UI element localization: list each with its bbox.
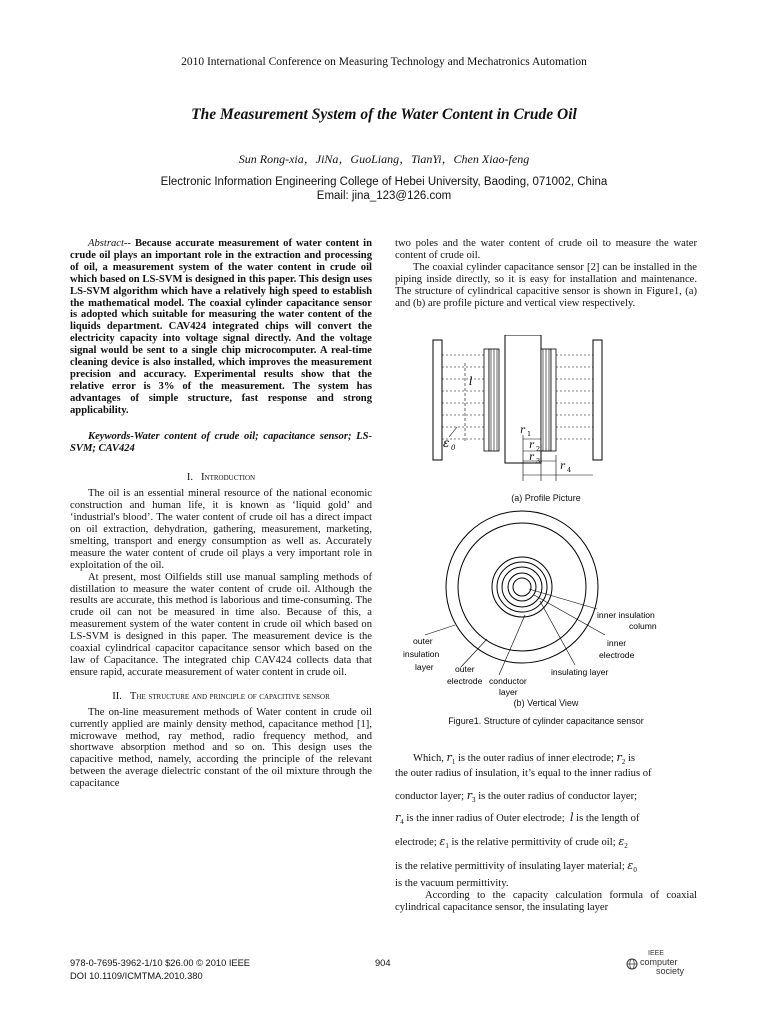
which-text: is the inner radius of Outer electrode; [406, 813, 565, 824]
r2-sub: 2 [536, 445, 541, 453]
conductor-ring [492, 557, 552, 617]
symbol-line-7: is the vacuum permittivity. [395, 878, 509, 889]
epsilon0-sub: 0 [451, 444, 456, 452]
which-text: electrode; [395, 837, 437, 848]
authors: Sun Rong-xia，JiNa，GuoLiang，TianYi，Chen Xiao-feng [238, 152, 530, 166]
symbol-r3: r [466, 789, 473, 802]
symbol-line-3 [395, 790, 697, 807]
section-number: I. [186, 472, 194, 484]
ieee-computer-society-logo [626, 950, 696, 978]
leader-insulating-layer [540, 601, 575, 665]
abstract-label: Abstract-- [88, 238, 131, 249]
symbol-r4-sub: 4 [400, 818, 404, 827]
figure-caption: Figure1. Structure of cylinder capacitance sensor [448, 716, 644, 726]
r3-sub: 3 [536, 457, 541, 465]
abstract-text: Because accurate measurement of water content in crude oil plays an important role in the extraction and processing of oil, a measurement system of the water content in crude oil which based on LS-SVM is designed in this paper. This design uses LS-SVM algorithm which have a relatively high speed to establish the mathematical model. The coaxial cylinder capacitance sensor is adopted which suitable for measuring the water content of the liquids department. CAV424 integrated chips will convert the electricity capacity into voltage signal directly. And the voltage signal would be sent to a single chip microcomputer. A real-time cleaning device is also installed, which improves the measurement precision and accuracy. Experimental results show that the relative error is 3% of the measurement. The system has advantages of simple structure, fast response and strong applicability. [70, 238, 372, 416]
symbol-r2: r [616, 751, 622, 764]
page-number: 904 [375, 958, 391, 968]
section-heading-introduction [70, 472, 372, 484]
keywords: Keywords-Water content of crude oil; capacitance sensor; LS-SVM; CAV424 [70, 430, 372, 454]
which-text: Which, [413, 753, 444, 764]
symbol-r4: r [395, 811, 401, 824]
footer-doi: DOI 10.1109/ICMTMA.2010.380 [70, 971, 203, 981]
section-number: II. [112, 690, 122, 702]
outer-electrode-ring [458, 523, 586, 651]
label-outer-electrode-2: electrode [447, 676, 483, 686]
conductor-left [484, 349, 489, 451]
which-text: is [627, 753, 636, 764]
symbol-epsilon0: ε [627, 859, 634, 872]
symbol-r2-sub: 2 [621, 758, 626, 767]
profile-caption: (a) Profile Picture [511, 493, 581, 503]
which-text: is the relative permittivity of crude oil; [451, 837, 616, 848]
which-text: is the outer radius of inner electrode; [457, 753, 614, 764]
conference-name: 2010 International Conference on Measuring Technology and Mechatronics Automation [181, 56, 587, 68]
label-outer-insulation-3: layer [415, 662, 434, 672]
label-inner-electrode-2: electrode [599, 650, 635, 660]
insulating-ring-outer [497, 562, 547, 612]
leader-inner-insulation [529, 589, 597, 609]
epsilon0-label: ε [443, 436, 450, 450]
symbol-line-5 [395, 836, 697, 853]
symbol-l: l [569, 811, 574, 824]
affiliation: Electronic Information Engineering College of Hebei University, Baoding, 071002, China [160, 176, 608, 188]
r4-sub: 4 [567, 466, 572, 474]
label-inner-insulation-2: column [629, 621, 657, 631]
paper-title: The Measurement System of the Water Content in Crude Oil [191, 106, 577, 123]
conductor-right [551, 349, 556, 451]
which-text: conductor layer; [395, 791, 465, 802]
intro-paragraph-1: The oil is an essential mineral resource of the national economic construction and human life, it is known as ‘liquid gold’ and ‘industrial's blood’. The water content of crude oil has a direct impact on oil extraction, dehydration, gathering, measurement, marketing, smelting, transport and energy consumption as well as. Accurately measure the water content of crude oil plays a very important role in exploitation of the oil. [70, 488, 372, 571]
r2-label: r [529, 440, 534, 451]
right-paragraph-1: two poles and the water content of crude oil to measure the water content of crude oil. [395, 238, 697, 261]
r1-sub: 1 [527, 430, 532, 438]
leader-lines [425, 589, 605, 675]
r1-label: r [520, 425, 525, 436]
intro-paragraph-2: At present, most Oilfields still use manual sampling methods of distillation to measure the water content of crude oil. Although the results are accurate, this method is laborious and time-consuming. The crude oil can not be measured in time also. Because of this, a measurement system of the water content in crude oil which based on LS-SVM is designed in this paper. The measurement device is the coaxial cylindrical capacitor capacitance sensor which based on the law of Capacitance. The integrated chip CAV424 collects data that ensure rapid, accurate measurement of water content in crude oil. [70, 571, 372, 678]
logo-text-computer: computer [640, 957, 678, 967]
symbol-r1: r [446, 751, 452, 764]
outer-insulation-ring [446, 511, 598, 663]
symbol-epsilon2-sub: 2 [624, 842, 628, 851]
leader-conductor-layer [499, 615, 525, 675]
label-inner-electrode-1: inner [607, 638, 627, 648]
label-outer-insulation-1: outer [413, 636, 433, 646]
symbol-line-2: the outer radius of insulation, it’s equal to the inner radius of [395, 768, 652, 779]
leader-outer-electrode [461, 639, 487, 667]
r3-label: r [529, 452, 534, 463]
which-text: is the relative permittivity of insulating layer material; [395, 861, 625, 872]
label-conductor-1: conductor [489, 676, 527, 686]
abstract [70, 238, 372, 417]
section2-paragraph-1: The on-line measurement methods of Water content in crude oil currently applied are mainly density method, capacitance method [1], microwave method, ray method, radio frequency method, and shortwave absorption method and so on. This design uses the capacitive method, namely, according the principle of the relevant between the average dielectric constant of the oil mixture through the capacitance [70, 706, 372, 790]
label-insulating-layer: insulating layer [551, 667, 609, 677]
label-inner-insulation-1: inner insulation [597, 610, 655, 620]
right-paragraph-last [395, 890, 697, 914]
outer-electrode-left [433, 340, 442, 460]
right-paragraph-2: The coaxial cylinder capacitance sensor [2] can be installed in the piping inside directly, so it is easy for installation and maintenance. The structure of cylindrical capacitive sensor is shown in Figure1, (a) and (b) are profile picture and vertical view respectively. [395, 261, 697, 309]
email: Email: jina_123@126.com [316, 190, 452, 202]
inner-insulation-column [513, 578, 531, 596]
symbol-epsilon2: ε [618, 835, 625, 848]
right-paragraph-3: According to the capacity calculation formula of coaxial cylindrical capacitance sensor, the insulating layer [395, 890, 697, 913]
section-title: Introduction [201, 472, 256, 484]
symbol-epsilon1-sub: 1 [445, 842, 449, 851]
epsilon-leader [449, 427, 457, 437]
inner-electrode-ring [508, 573, 536, 601]
right-column-top [395, 238, 697, 309]
left-column [70, 238, 372, 790]
logo-text-society: society [656, 966, 685, 976]
symbol-epsilon0-sub: 0 [633, 866, 637, 875]
symbol-line-1 [395, 752, 697, 769]
symbol-r3-sub: 3 [472, 796, 476, 805]
r4-label: r [560, 461, 565, 472]
figure-profile-picture [395, 335, 697, 505]
which-text: is the length of [576, 813, 640, 824]
which-text: is the outer radius of conductor layer; [478, 791, 638, 802]
leader-outer-insulation [425, 625, 455, 635]
symbol-r1-sub: 1 [451, 758, 456, 767]
label-conductor-2: layer [499, 687, 518, 697]
label-outer-insulation-2: insulation [403, 649, 440, 659]
globe-icon [626, 958, 638, 970]
footer-isbn: 978-0-7695-3962-1/10 $26.00 © 2010 IEEE [70, 958, 251, 968]
outer-electrode-right [593, 340, 602, 460]
logo-text-ieee: IEEE [648, 950, 664, 957]
figure-vertical-view [395, 505, 697, 710]
symbol-line-4 [395, 812, 697, 829]
section-title: The structure and principle of capacitive sensor [129, 690, 330, 702]
vertical-caption: (b) Vertical View [513, 698, 579, 708]
section-heading-structure [70, 691, 372, 703]
length-label: l [469, 375, 473, 388]
label-outer-electrode-1: outer [455, 664, 475, 674]
symbol-epsilon1: ε [439, 835, 446, 848]
symbol-line-6 [395, 860, 697, 877]
